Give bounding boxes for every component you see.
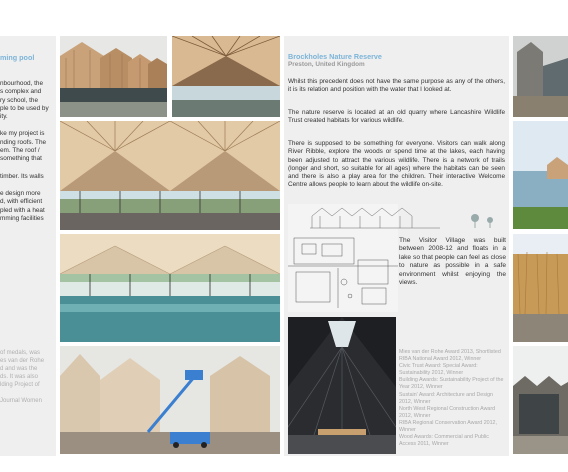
left-line: ity. [0,113,8,121]
faded-line: of medals, was [0,350,41,356]
left-line: e design more [0,189,41,197]
left-line: ke my project is [0,130,45,138]
left-line: d, with efficient [0,198,43,206]
award-item: Civic Trust Award: Special Award: Sustainability 2012, Winner [399,363,478,377]
award-item: RIBA Regional Conservation Award 2012, Winner [399,419,497,434]
left-line: ry school, the [0,96,39,104]
photo-roof-interior-large [60,121,280,230]
photo-timber-gables-exterior [60,36,167,117]
left-line: timber. Its walls [0,172,44,180]
left-text-panel [0,36,56,456]
sketch-elevation [310,206,505,230]
photo-interior-roof-upward [288,317,396,454]
photo-right-boardwalk [513,36,568,117]
photo-roof-interior-top [172,36,280,117]
project-title: Brockholes Nature Reserve [288,52,382,61]
visitor-village-text: The Visitor Village was built between 2008-12 and floats in a lake so that people can feel as close to nature as possible in a safe environment whilst enjoying the views. [399,237,506,287]
award-item: North West Regional Construction Award 2012, Winner [399,405,496,419]
left-line [0,164,55,173]
paragraph-visitors: There is supposed to be something for everyone. Visitors can walk along River Ribble, explore the woods or spend time at the lakes, each having been adjusted to attract the various wildlife. There is a network of trails (longer and short, so suitable for all ages) where the habitats can be seen and there is also a play area for the children. Their interactive Welcome Centre allows people to learn about the wildlife on-site. [288,140,505,189]
faded-line [0,389,55,397]
paragraph-intro: Whilst this precedent does not have the same purpose as any of the others, it is its relation and position with the water that I looked at. [288,78,505,94]
left-panel-faded-text [0,349,55,405]
paragraph-location: The nature reserve is located at an old quarry where Lancashire Wildlife Trust created habitats for various wildlife. [288,109,505,125]
faded-line: Journal Women [0,398,42,404]
left-line: nding roofs. The [0,138,47,146]
award-item: Sustain' Award: Architecture and Design 2012, Winner [399,391,493,405]
award-item: Building Awards: Sustainability Project of the Year 2012, Winner [399,377,504,391]
left-line: ple to be used by [0,104,49,112]
photo-construction-site [60,346,280,454]
project-location: Preston, United Kingdom [288,61,365,68]
award-item: RIBA National Award 2012, Winner [399,356,482,363]
left-line [0,181,55,190]
award-item: Mies van der Rohe Award 2013, Shortlisted [399,349,501,355]
faded-line: es van der Rohe [0,358,45,364]
left-line: mming facilities [0,214,44,222]
photo-right-building [513,346,568,454]
left-line: nbourhood, the [0,80,43,87]
left-panel-text [0,80,55,223]
award-item: Wood Awards: Commercial and Public Access 2011, Winner [399,434,489,448]
left-line: s complex and [0,88,42,96]
faded-line: d and was the [0,366,38,372]
left-line: pled with a heat [0,206,45,214]
photo-right-reeds [513,234,568,342]
faded-line: ds. It was also [0,374,39,380]
photo-pool-interior [60,234,280,342]
left-line [0,121,55,130]
awards-list [399,349,507,448]
faded-line: lding Project of [0,382,40,388]
photo-right-lake [513,121,568,229]
left-line: something that [0,155,42,163]
left-panel-title: ming pool [0,53,35,62]
left-line: em. The roof / [0,147,40,155]
